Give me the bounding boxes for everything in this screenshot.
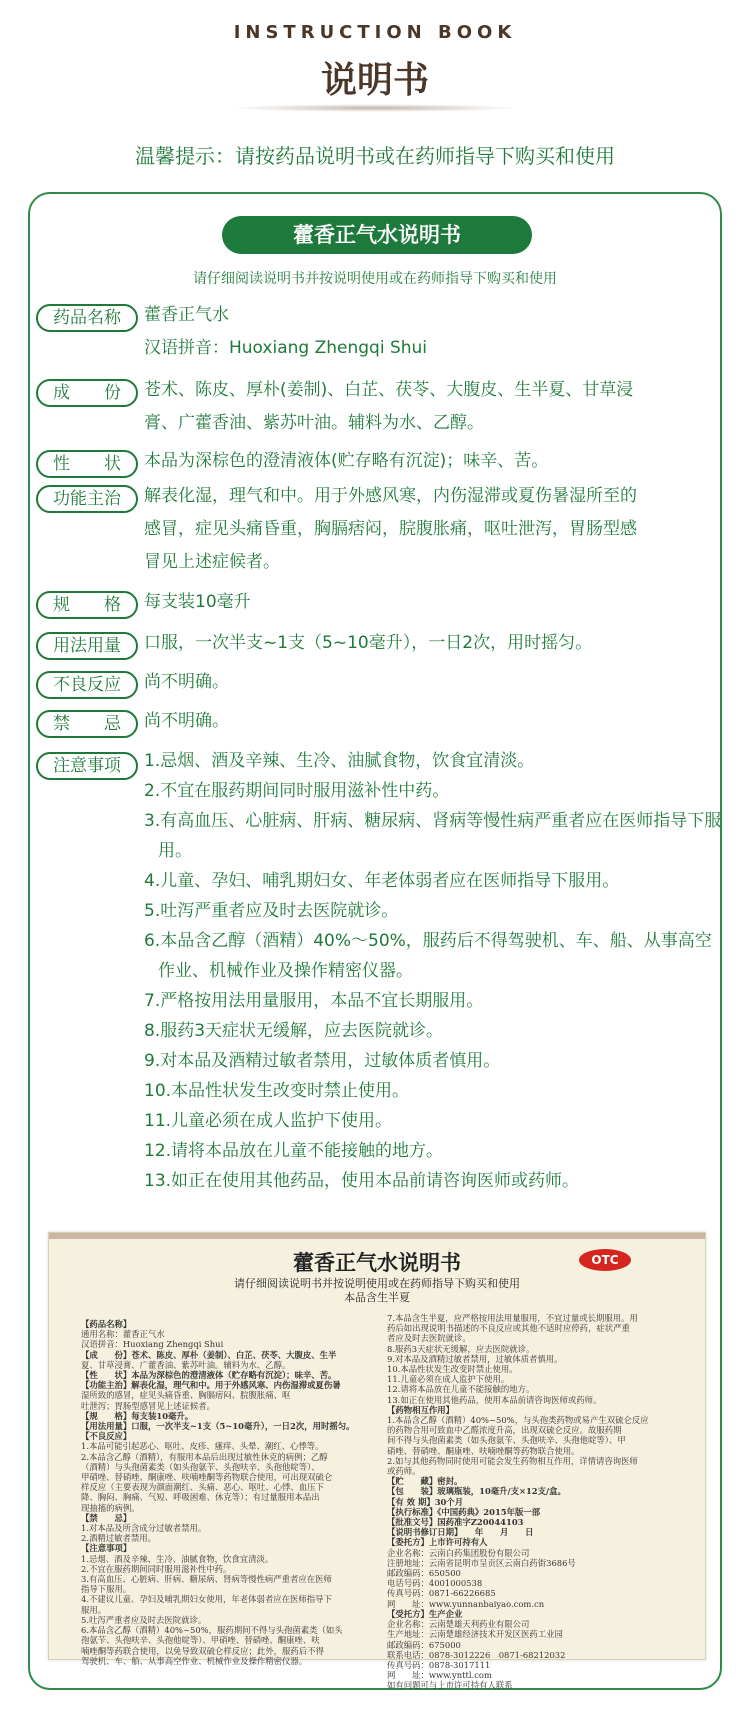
list-item: 3.有高血压、心脏病、肝病、糖尿病、肾病等慢性病严重者应在医师指导下服用。 (144, 811, 722, 861)
section-label: 药品名称 (36, 304, 138, 332)
leaflet-text-line: 现抽搐的病例。 (81, 1502, 140, 1513)
leaflet-text-line: 【药物相互作用】 (387, 1404, 454, 1415)
leaflet-text-line: 服用。 (81, 1604, 107, 1615)
leaflet-text-line: 企业名称：云南白药集团股份有限公司 (387, 1547, 530, 1558)
title-underline-decoration (230, 104, 520, 112)
leaflet-text-line: 注册地址：云南省昆明市呈贡区云南白药街3686号 (387, 1557, 576, 1568)
leaflet-left-column (81, 1319, 373, 1666)
leaflet-text-line: 2.酒精过敏者禁用。 (81, 1533, 156, 1544)
section-value (144, 445, 729, 478)
leaflet-text-line: 者应及时去医院就诊。 (387, 1333, 471, 1344)
list-item: 10.本品性状发生改变时禁止使用。 (144, 1081, 410, 1101)
leaflet-text-line: 1.本品可能引起恶心、呕吐、皮疹、瘙痒、头晕、潮红、心悸等。 (81, 1441, 324, 1452)
leaflet-text-line: 【药品名称】 (81, 1319, 132, 1329)
leaflet-text-line: 指导下服用。 (81, 1584, 132, 1595)
leaflet-text-line: 2.如与其他药物同时使用可能会发生药物相互作用，详情请咨询医师 (387, 1455, 638, 1466)
leaflet-text-line: 【功能主治】解表化湿，理气和中。用于外感风寒、内伤湿滞或夏伤暑 (81, 1380, 341, 1391)
section-value (144, 627, 729, 660)
leaflet-text-line: 5.吐泻严重者应及时去医院就诊。 (81, 1614, 207, 1625)
value-line: 汉语拼音：Huoxiang Zhengqi Shui (144, 338, 428, 358)
value-line: 苍术、陈皮、厚朴(姜制)、白芷、茯苓、大腹皮、生半夏、甘草浸 (144, 380, 634, 400)
list-item: 9.对本品及酒精过敏者禁用，过敏体质者慎用。 (144, 1051, 501, 1071)
section-label: 功能主治 (36, 485, 138, 513)
section-value (144, 374, 729, 440)
leaflet-text-line: 9.对本品及酒精过敏者禁用，过敏体质者慎用。 (387, 1353, 563, 1364)
card-subtitle: 请仔细阅读说明书并按说明使用或在药师指导下购买和使用 (193, 271, 557, 287)
leaflet-text-line: 网 址：www.yunnanbaiyao.com.cn (387, 1598, 545, 1609)
leaflet-text-line: 生产地址：云南楚雄经济技术开发区医药工业园 (387, 1629, 563, 1640)
section-label: 禁 忌 (36, 710, 138, 738)
leaflet-text-line: 【用法用量】口服，一次半支~1支（5~10毫升），一日2次，用时摇匀。 (81, 1421, 355, 1432)
list-item: 6.本品含乙醇（酒精）40%～50%，服药后不得驾驶机、车、船、从事高空作业、机械作业及操作精密仪器。 (144, 931, 712, 981)
leaflet-text-line: 汉语拼音：Huoxiang Zhengqi Shui (81, 1339, 224, 1350)
leaflet-text-line: 吐泄泻；胃肠型感冒见上述证候者。 (81, 1400, 215, 1411)
leaflet-subtitle (49, 1277, 705, 1305)
leaflet-text-line: 药后如出现说明书描述的不良反应或其他不适时应停药，症状严重 (387, 1323, 630, 1334)
leaflet-text-line: 【受托方】生产企业 (387, 1608, 463, 1619)
section-label: 不良反应 (36, 671, 138, 699)
value-line: 尚不明确。 (144, 672, 229, 692)
leaflet-text-line: 【禁 忌】 (81, 1512, 132, 1523)
value-line: 解表化湿，理气和中。用于外感风寒，内伤湿滞或夏伤暑湿所至的 (144, 486, 637, 506)
leaflet-text-line: 通用名称：藿香正气水 (81, 1329, 165, 1340)
leaflet-text-line: 间不得与头孢菌素类（如头孢氨苄、头孢呋辛、头孢他啶等）、甲 (387, 1435, 626, 1446)
leaflet-text-line: 或药师。 (387, 1466, 421, 1477)
leaflet-text-line: 【性 状】本品为深棕色的澄清液体（贮存略有沉淀）；味辛、苦。 (81, 1370, 337, 1381)
otc-badge: OTC (579, 1249, 631, 1271)
list-item: 11.儿童必须在成人监护下使用。 (144, 1111, 393, 1131)
header-cn-title: 说明书 (320, 60, 429, 101)
section-value (144, 480, 729, 579)
leaflet-text-line: 【批准文号】国药准字Z20044103 (387, 1517, 524, 1528)
printed-leaflet-image (48, 1232, 706, 1691)
list-item: 12.请将本品放在儿童不能接触的地方。 (144, 1141, 444, 1161)
list-item: 7.严格按用法用量服用，本品不宜长期服用。 (144, 991, 484, 1011)
list-item: 13.如正在使用其他药品，使用本品前请咨询医师或药师。 (144, 1171, 580, 1191)
leaflet-text-line: 邮政编码：675000 (387, 1639, 461, 1650)
value-line: 藿香正气水 (144, 305, 229, 325)
card-title-pill: 藿香正气水说明书 (222, 216, 532, 254)
section-label: 规 格 (36, 591, 138, 619)
leaflet-text-line: 【说明书修订日期】 年 月 日 (387, 1527, 534, 1538)
leaflet-subtitle-line: 本品含生半夏 (344, 1291, 410, 1304)
section-label: 注意事项 (36, 752, 138, 780)
value-line: 本品为深棕色的澄清液体(贮存略有沉淀)；味辛、苦。 (144, 451, 549, 471)
value-line: 口服，一次半支~1支（5~10毫升），一日2次，用时摇匀。 (144, 633, 593, 653)
section-value (144, 705, 729, 738)
section-value (144, 586, 729, 619)
leaflet-text-line: 2.不宜在服药期间同时服用滋补性中药。 (81, 1563, 232, 1574)
leaflet-text-line: 联系电话：0878-3012226 0871-68212032 (387, 1649, 566, 1660)
leaflet-text-line: 7.本品含生半夏，应严格按用法用量服用，不宜过量或长期服用。用 (387, 1313, 638, 1323)
leaflet-text-line: 1.忌烟、酒及辛辣、生冷、油腻食物，饮食宜清淡。 (81, 1553, 274, 1564)
leaflet-text-line: 3.有高血压、心脏病、肝病、糖尿病、肾病等慢性病严重者应在医师 (81, 1574, 332, 1585)
value-line: 冒见上述症候者。 (144, 552, 280, 572)
leaflet-text-line: 【成 份】苍术、陈皮、厚朴（姜制）、白芷、茯苓、大腹皮、生半 (81, 1349, 337, 1360)
leaflet-text-line: 【执行标准】《中国药典》2015年版一部 (387, 1506, 541, 1517)
leaflet-text-line: 10.本品性状发生改变时禁止使用。 (387, 1364, 518, 1375)
leaflet-text-line: 2.本品含乙醇（酒精），有服用本品后出现过敏性休克的病例；乙醇 (81, 1451, 328, 1462)
leaflet-text-line: 硝唑、替硝唑、酮康唑、呋喃唑酮等药物联合使用。 (387, 1445, 580, 1456)
leaflet-text-line: 如有问题可与上市许可持有人联系 (387, 1680, 513, 1691)
leaflet-text-line: 【贮 藏】密封。 (387, 1476, 463, 1487)
leaflet-text-line: 1.对本品及所含成分过敏者禁用。 (81, 1523, 207, 1534)
leaflet-text-line: 1.本品含乙醇（酒精）40%~50%，与头孢类药物或易产生双硫仑反应 (387, 1415, 649, 1426)
section-label: 用法用量 (36, 632, 138, 660)
value-line: 感冒，症见头痛昏重，胸膈痞闷，脘腹胀痛，呕吐泄泻，胃肠型感 (144, 519, 637, 539)
section-value (144, 666, 729, 699)
leaflet-text-line: 电话号码：4001000538 (387, 1578, 483, 1589)
leaflet-text-line: 【规 格】每支装10毫升。 (81, 1410, 194, 1421)
leaflet-subtitle-line: 请仔细阅读说明书并按说明使用或在药师指导下购买和使用 (234, 1277, 520, 1290)
value-line: 每支装10毫升 (144, 592, 251, 612)
leaflet-text-line: 【包 装】玻璃瓶装，10毫升/支×12支/盒。 (387, 1486, 566, 1497)
leaflet-text-line: 4.不建议儿童、孕妇及哺乳期妇女使用，年老体弱者应在医师指导下 (81, 1594, 332, 1605)
leaflet-text-line: 喃唑酮等药联合使用，以免导致双硫仑样反应；此外，服药后不得 (81, 1645, 324, 1656)
leaflet-text-line: 企业名称：云南楚雄天利药业有限公司 (387, 1619, 530, 1630)
leaflet-text-line: 12.请将本品放在儿童不能接触的地方。 (387, 1384, 535, 1395)
leaflet-text-line: 【不良反应】 (81, 1431, 132, 1442)
list-item: 8.服药3天症状无缓解，应去医院就诊。 (144, 1021, 444, 1041)
leaflet-text-line: 湿所致的感冒，症见头痛昏重、胸膈痞闷、脘腹胀痛、呕 (81, 1390, 291, 1401)
value-line: 尚不明确。 (144, 711, 229, 731)
section-label: 成 份 (36, 379, 138, 407)
value-line: 膏、广藿香油、紫苏叶油。辅料为水、乙醇。 (144, 413, 484, 433)
list-item: 2.不宜在服药期间同时服用滋补性中药。 (144, 781, 450, 801)
leaflet-text-line: 孢氨苄、头孢呋辛、头孢他啶等）、甲硝唑、替硝唑、酮康唑、呋 (81, 1635, 320, 1646)
leaflet-text-line: 8.服药3天症状无缓解，应去医院就诊。 (387, 1343, 535, 1354)
leaflet-text-line: 【注意事项】 (81, 1543, 132, 1554)
leaflet-text-line: 驾驶机、车、船、从事高空作业、机械作业及操作精密仪器。 (81, 1655, 308, 1666)
list-item: 1.忌烟、酒及辛辣、生冷、油腻食物，饮食宜清淡。 (144, 751, 535, 771)
leaflet-text-line: 样反应（主要表现为颜面潮红、头痛、恶心、呕吐、心悸、血压下 (81, 1482, 324, 1493)
leaflet-text-line: 传真号码：0871-66226685 (387, 1588, 496, 1599)
leaflet-text-line: 13.如正在使用其他药品，使用本品前请咨询医师或药师。 (387, 1394, 602, 1405)
section-value (144, 299, 729, 365)
list-item: 4.儿童、孕妇、哺乳期妇女、年老体弱者应在医师指导下服用。 (144, 871, 620, 891)
warm-tip: 温馨提示：请按药品说明书或在药师指导下购买和使用 (135, 144, 615, 168)
list-item: 5.吐泻严重者应及时去医院就诊。 (144, 901, 399, 921)
precautions-list (144, 746, 724, 1196)
leaflet-text-line: 邮政编码：650500 (387, 1568, 461, 1579)
leaflet-text-line: 降、胸闷、胸痛、气短、呼吸困难、休克等）；有过量服用本品出 (81, 1492, 320, 1503)
leaflet-text-line: 【委托方】上市许可持有人 (387, 1537, 488, 1548)
leaflet-text-line: 【有 效 期】30个月 (387, 1496, 464, 1507)
leaflet-text-line: 的药物合用可致血中乙醛浓度升高，出现双硫仑反应。故服药期 (387, 1425, 622, 1436)
section-label: 性 状 (36, 450, 138, 478)
leaflet-text-line: 甲硝唑、替硝唑、酮康唑、呋喃唑酮等药物联合使用，可出现双硫仑 (81, 1472, 333, 1483)
leaflet-text-line: 网 址：www.ynttl.com (387, 1670, 492, 1681)
leaflet-right-column (387, 1313, 687, 1691)
leaflet-text-line: （酒精）与头孢菌素类（如头孢氨苄、头孢呋辛、头孢他啶等）、 (81, 1461, 320, 1472)
leaflet-text-line: 6.本品含乙醇（酒精）40%~50%，服药期间不得与头孢菌素类（如头 (81, 1625, 343, 1636)
leaflet-title: 藿香正气水说明书 (293, 1251, 461, 1275)
leaflet-text-line: 传真号码：0878-3017111 (387, 1659, 491, 1670)
leaflet-top-bar (49, 1233, 705, 1239)
header-en-title: INSTRUCTION BOOK (233, 22, 517, 43)
leaflet-text-line: 夏、甘草浸膏、广藿香油、紫苏叶油。辅料为水、乙醇。 (81, 1359, 291, 1370)
leaflet-text-line: 11.儿童必须在成人监护下使用。 (387, 1374, 510, 1385)
